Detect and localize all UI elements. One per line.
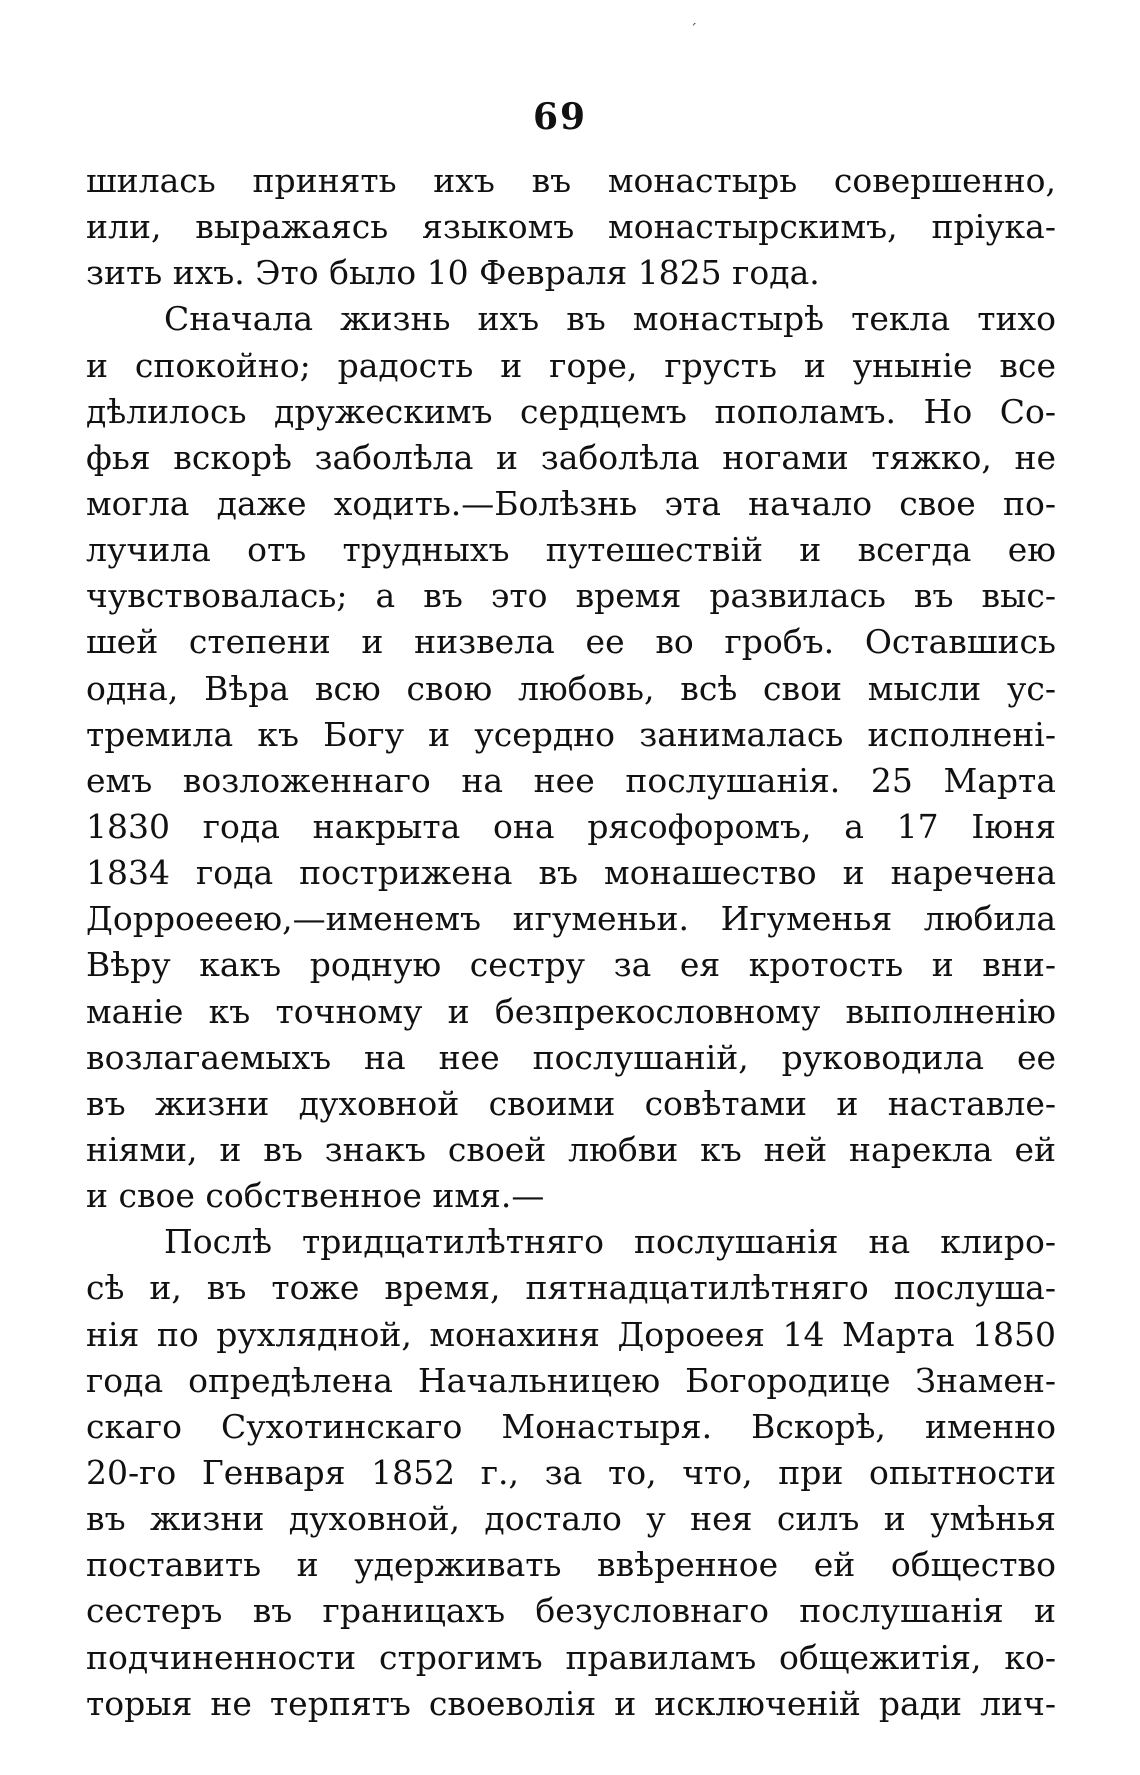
text-line: шилась принять ихъ въ монастырь совершенно,: [86, 161, 1056, 200]
text-line: чувствовалась; а въ это время развилась въ выс-: [86, 576, 1056, 616]
text-line: Вѣру какъ родную сестру за ея кротость и вни-: [86, 945, 1056, 985]
text-line: Дорроееею,—именемъ игуменьи. Игуменья любила: [86, 899, 1056, 939]
text-line: одна, Вѣра всю свою любовь, всѣ свои мысли ус-: [86, 668, 1056, 708]
text-line: торыя не терпятъ своеволія и исключеній ради лич-: [86, 1683, 1056, 1723]
text-line: года опредѣлена Начальницею Богородице Знамен-: [86, 1360, 1056, 1400]
text-line: ніями, и въ знакъ своей любви къ ней нарекла ей: [86, 1129, 1056, 1169]
text-line: тремила къ Богу и усердно занималась исполнені-: [86, 714, 1056, 754]
text-line: нія по рухлядной, монахиня Дороеея 14 Марта 1850: [86, 1314, 1056, 1354]
text-line: въ жизни духовной своими совѣтами и наставле-: [86, 1083, 1056, 1123]
text-line: шей степени и низвела ее во гробъ. Оставшись: [86, 622, 1056, 662]
text-line: зить ихъ. Это было 10 Февраля 1825 года.: [86, 253, 820, 293]
text-line: въ жизни духовной, достало у нея силъ и умѣнья: [86, 1499, 1056, 1539]
text-line: маніе къ точному и безпрекословному выполненію: [86, 991, 1056, 1031]
text-line: 1830 года накрыта она рясофоромъ, а 17 Іюня: [86, 806, 1056, 846]
text-line: скаго Сухотинскаго Монастыря. Вскорѣ, именно: [86, 1406, 1056, 1446]
text-line: лучила отъ трудныхъ путешествій и всегда ею: [86, 530, 1056, 570]
text-line: дѣлилось дружескимъ сердцемъ пополамъ. Но Со-: [86, 391, 1056, 431]
text-line: могла даже ходить.—Болѣзнь эта начало свое по-: [86, 483, 1056, 523]
text-line: 1834 года пострижена въ монашество и наречена: [86, 853, 1056, 893]
text-line: Сначала жизнь ихъ въ монастырѣ текла тихо: [164, 299, 1056, 339]
text-line: 20-го Генваря 1852 г., за то, что, при опытности: [86, 1452, 1056, 1492]
text-line: и спокойно; радость и горе, грусть и уныніе все: [86, 345, 1056, 385]
text-line: подчиненности строгимъ правиламъ общежитія, ко-: [86, 1637, 1056, 1677]
text-line: сестеръ въ границахъ безусловнаго послушанія и: [86, 1591, 1056, 1631]
text-line: сѣ и, въ тоже время, пятнадцатилѣтняго послуша-: [86, 1268, 1056, 1308]
text-line: поставить и удерживать ввѣренное ей общество: [86, 1545, 1056, 1585]
page-text: [86, 158, 1056, 1727]
text-line: и свое собственное имя.—: [86, 1176, 545, 1216]
text-line: или, выражаясь языкомъ монастырскимъ, пріука-: [86, 207, 1056, 247]
page-number: 69: [532, 96, 588, 138]
text-line: фья вскорѣ заболѣла и заболѣла ногами тяжко, не: [86, 437, 1056, 477]
text-line: емъ возложеннаго на нее послушанія. 25 Марта: [86, 760, 1056, 800]
scan-speck: ˊ: [690, 22, 697, 38]
text-line: возлагаемыхъ на нее послушаній, руководила ее: [86, 1037, 1056, 1077]
text-line: Послѣ тридцатилѣтняго послушанія на клиро-: [164, 1222, 1056, 1262]
